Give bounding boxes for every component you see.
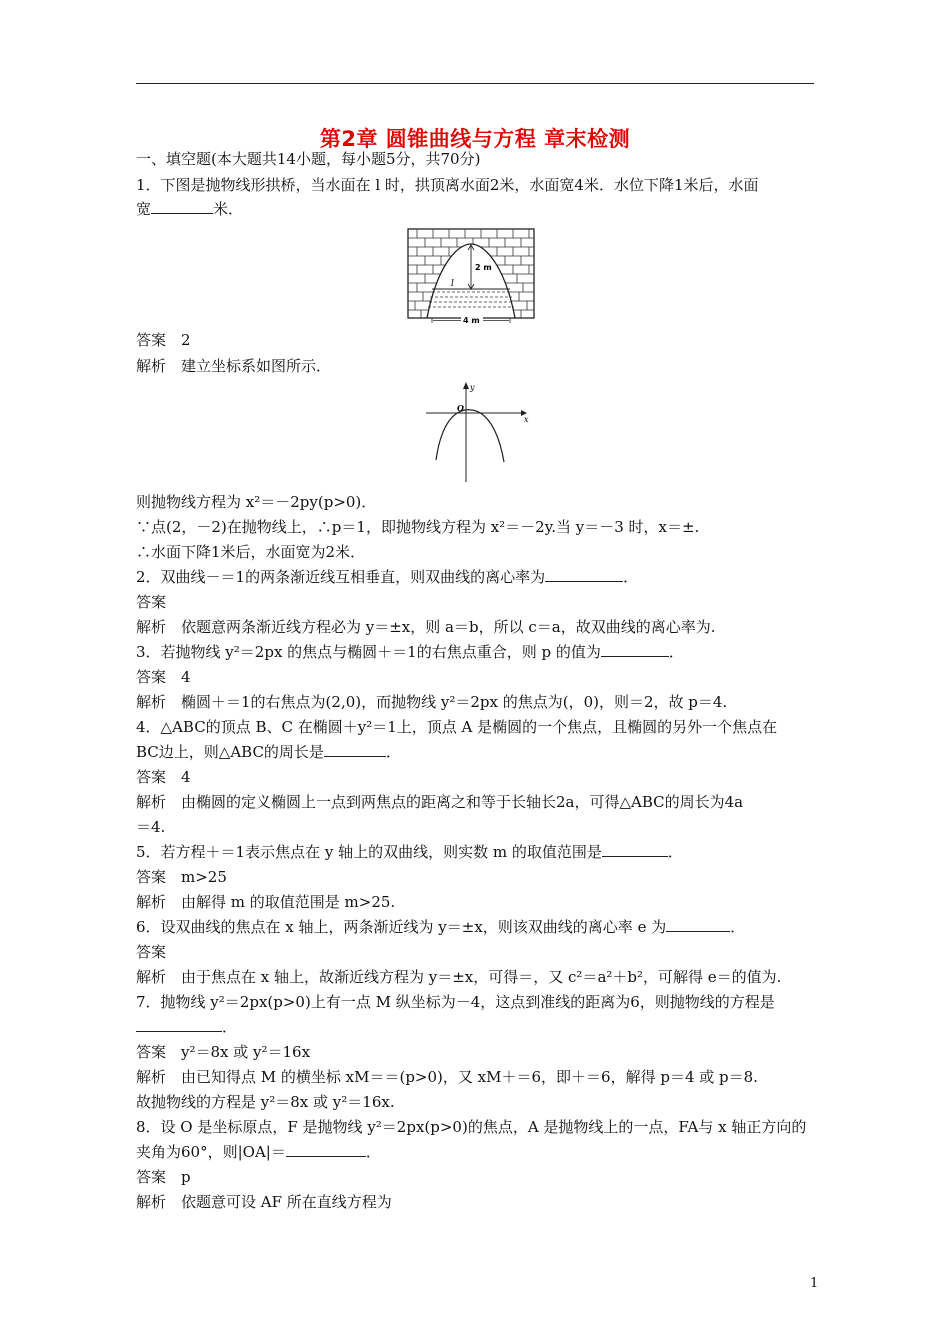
explanation-3: 解析 椭圆＋＝1的右焦点为(2,0)，而抛物线 y²＝2px 的焦点为(，0)，则＝2，故 p＝4. xyxy=(136,693,728,711)
coordinate-parabola-figure xyxy=(420,378,532,486)
height-label: 2 m xyxy=(475,263,492,272)
answer-blank xyxy=(545,567,623,582)
answer-8: 答案 p xyxy=(136,1168,191,1186)
width-label: 4 m xyxy=(463,316,480,324)
answer-3: 答案 4 xyxy=(136,668,191,686)
answer-blank xyxy=(286,1142,366,1157)
question-1-line-2: 宽 米． xyxy=(136,200,244,218)
question-6: 6．设双曲线的焦点在 x 轴上，两条渐近线为 y＝±x，则该双曲线的离心率 e 为 ． xyxy=(136,918,746,936)
section-heading: 一、填空题(本大题共14小题，每小题5分，共70分) xyxy=(136,150,481,168)
answer-blank xyxy=(601,642,669,657)
answer-blank xyxy=(136,1017,222,1032)
explanation-1-line-3: ∵点(2，－2)在抛物线上，∴p＝1，即抛物线方程为 x²＝－2y.当 y＝－3 时，x＝±. xyxy=(136,518,700,536)
explanation-1-line-4: ∴水面下降1米后，水面宽为2米． xyxy=(136,543,366,561)
explanation-7-line-2: 故抛物线的方程是 y²＝8x 或 y²＝16x. xyxy=(136,1093,395,1111)
answer-1: 答案 2 xyxy=(136,331,191,349)
page-title: 第2章 圆锥曲线与方程 章末检测 xyxy=(319,127,631,151)
water-level-label: l xyxy=(451,279,454,289)
page-number: 1 xyxy=(810,1276,819,1291)
answer-6: 答案 xyxy=(136,943,167,961)
question-3: 3．若抛物线 y²＝2px 的焦点与椭圆＋＝1的右焦点重合，则 p 的值为 ． xyxy=(136,643,684,661)
x-axis-label: x xyxy=(524,415,529,424)
explanation-1-line-2: 则抛物线方程为 x²＝－2py(p>0)． xyxy=(136,493,377,511)
answer-blank xyxy=(151,199,213,214)
question-2: 2．双曲线－＝1的两条渐近线互相垂直，则双曲线的离心率为 ． xyxy=(136,568,639,586)
answer-7: 答案 y²＝8x 或 y²＝16x xyxy=(136,1043,311,1061)
question-4-line-1: 4．△ABC的顶点 B、C 在椭圆＋y²＝1上，顶点 A 是椭圆的一个焦点，且椭圆的另外一个焦点在 xyxy=(136,718,778,736)
explanation-4-line-1: 解析 由椭圆的定义椭圆上一点到两焦点的距离之和等于长轴长2a，可得△ABC的周长为4a xyxy=(136,793,744,811)
answer-2: 答案 xyxy=(136,593,167,611)
question-7-line-1: 7．抛物线 y²＝2px(p>0)上有一点 M 纵坐标为－4，这点到准线的距离为6，则抛物线的方程是 xyxy=(136,993,775,1011)
explanation-5: 解析 由解得 m 的取值范围是 m>25. xyxy=(136,893,396,911)
origin-label: O xyxy=(457,403,464,413)
explanation-1: 解析 建立坐标系如图所示． xyxy=(136,357,332,375)
answer-4: 答案 4 xyxy=(136,768,191,786)
question-4-line-2: BC边上，则△ABC的周长是 ． xyxy=(136,743,401,761)
arch-bridge-figure xyxy=(405,226,537,324)
question-5: 5．若方程＋＝1表示焦点在 y 轴上的双曲线，则实数 m 的取值范围是 ． xyxy=(136,843,683,861)
explanation-8: 解析 依题意可设 AF 所在直线方程为 xyxy=(136,1193,392,1211)
answer-blank xyxy=(666,917,730,932)
header-rule xyxy=(136,83,814,84)
answer-blank xyxy=(324,742,386,757)
question-1-line-1: 1．下图是抛物线形拱桥，当水面在 l 时，拱顶离水面2米，水面宽4米．水位下降1米后，水面 xyxy=(136,176,759,194)
answer-blank xyxy=(602,842,668,857)
explanation-6: 解析 由于焦点在 x 轴上，故渐近线方程为 y＝±x，可得＝，又 c²＝a²＋b²，可解得 e＝的值为. xyxy=(136,968,782,986)
question-7-line-2: ． xyxy=(136,1017,816,1037)
question-8-line-1: 8．设 O 是坐标原点，F 是抛物线 y²＝2px(p>0)的焦点，A 是抛物线上的一点，FA与 x 轴正方向的 xyxy=(136,1118,807,1136)
y-axis-label: y xyxy=(470,383,475,392)
explanation-4-line-2: ＝4. xyxy=(136,818,166,836)
explanation-2: 解析 依题意两条渐近线方程必为 y＝±x，则 a＝b，所以 c＝a，故双曲线的离心率为. xyxy=(136,618,716,636)
question-8-line-2: 夹角为60°，则|OA|＝ ． xyxy=(136,1143,381,1161)
answer-5: 答案 m>25 xyxy=(136,868,227,886)
explanation-7-line-1: 解析 由已知得点 M 的横坐标 xM＝＝(p>0)，又 xM＋＝6，即＋＝6，解得 p＝4 或 p＝8. xyxy=(136,1068,758,1086)
